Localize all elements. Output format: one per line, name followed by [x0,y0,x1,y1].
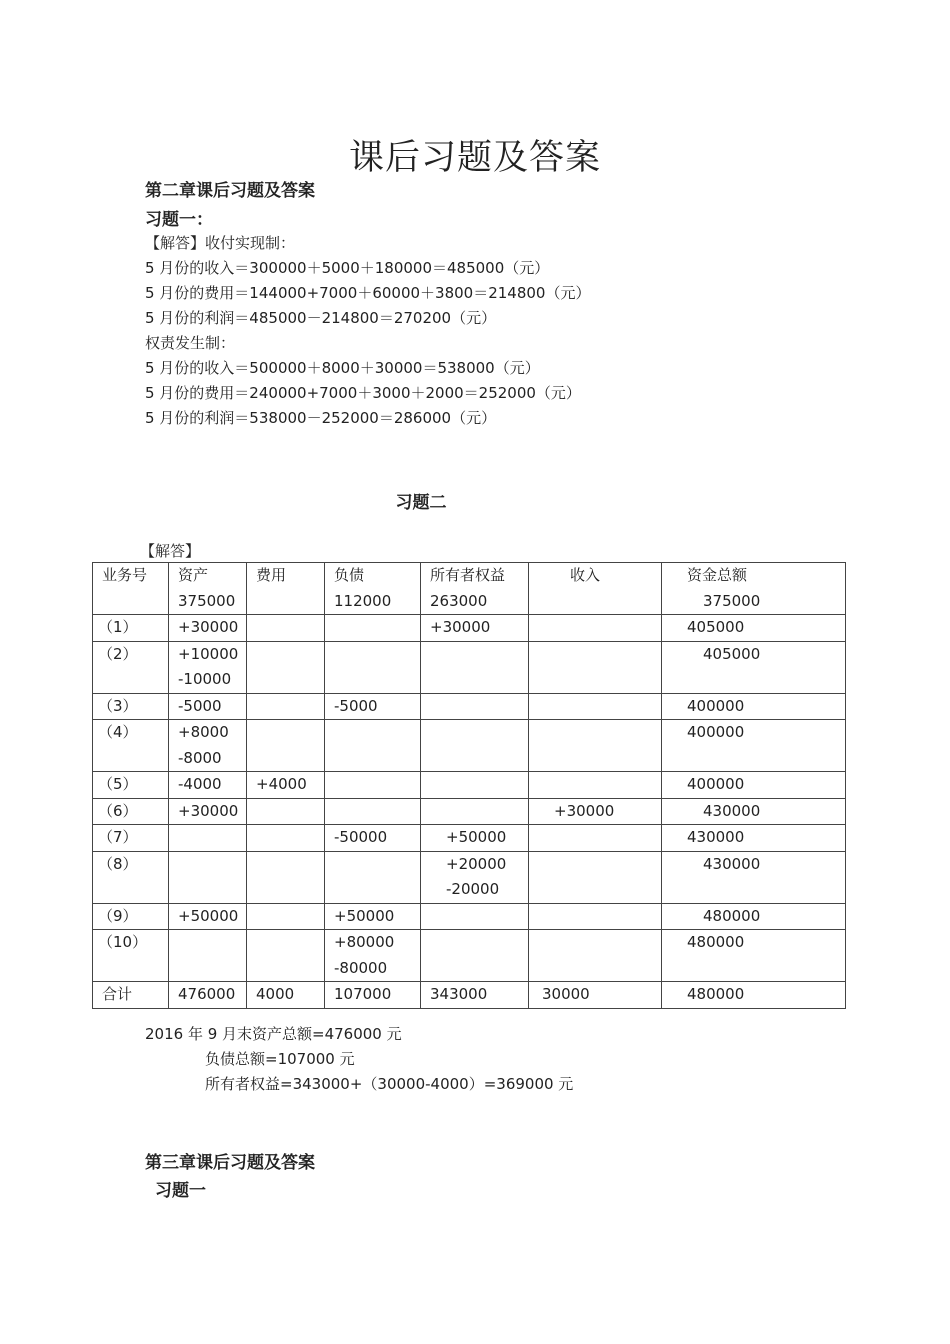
row-9-assets-cell [169,903,247,930]
column-header: 负债 [334,566,365,584]
row-2-assets-cell [169,641,247,693]
row-7-liabilities-cell [325,825,421,852]
column-header: 资产 [178,566,209,584]
row-3-assets-cell [169,693,247,720]
exercise1-heading: 习题一： [145,210,213,230]
chapter3-exercise1-heading: 习题一 [155,1181,206,1201]
row-8-revenue-cell [529,851,662,903]
header-revenue-cell [529,563,662,615]
summary-owner-equity: 所有者权益=343000+（30000-4000）=369000 元 [205,1075,574,1093]
opening-balance [256,589,324,615]
header-total-funds-cell [662,563,846,615]
opening-balance: 263000 [430,591,488,610]
row-11-expenses-cell [247,982,325,1009]
row-11-liabilities-cell [325,982,421,1009]
row-1-revenue-cell [529,615,662,642]
row-4-liabilities-cell [325,720,421,772]
row-4-assets-cell [169,720,247,772]
table-row [93,851,846,903]
page-title: 课后习题及答案 [348,138,601,178]
row-6-business-no-cell [93,798,169,825]
row-8-assets-cell [169,851,247,903]
cell-line: +80000 [334,933,395,951]
cell-text: 405000 [687,618,745,636]
row-8-total-funds-cell [662,851,846,903]
cell-text: +30000 [178,801,239,820]
cell-text: +50000 [178,906,239,925]
cell-text: 400000 [687,696,745,715]
cell-text: 合计 [102,985,133,1003]
ex1-line-3: 5 月份的费用＝144000+7000＋60000＋3800＝214800（元） [145,284,591,302]
row-2-revenue-cell [529,641,662,693]
cell-line: -20000 [446,880,500,898]
row-1-owner-equity-cell [421,615,529,642]
cell-text: +4000 [256,775,307,793]
chapter3-heading: 第三章课后习题及答案 [145,1153,315,1173]
cell-text: 30000 [542,985,590,1003]
cell-text: 480000 [687,933,745,951]
header-liabilities-cell [325,563,421,615]
row-7-assets-cell [169,825,247,852]
row-4-owner-equity-cell [421,720,529,772]
cell-line: -80000 [334,958,388,977]
cell-text: +50000 [446,828,507,846]
chapter2-heading: 第二章课后习题及答案 [145,181,315,201]
row-7-owner-equity-cell [421,825,529,852]
summary-total-liabilities: 负债总额=107000 元 [205,1050,355,1068]
row-1-total-funds-cell [662,615,846,642]
row-5-revenue-cell [529,772,662,799]
row-10-liabilities-cell [325,930,421,982]
cell-text: 343000 [430,985,488,1003]
row-10-total-funds-cell [662,930,846,982]
table-row [93,615,846,642]
table-row [93,693,846,720]
row-4-total-funds-cell [662,720,846,772]
row-8-owner-equity-cell [421,851,529,903]
header-expenses-cell [247,563,325,615]
row-6-revenue-cell [529,798,662,825]
row-9-liabilities-cell [325,903,421,930]
row-4-business-no-cell [93,720,169,772]
row-2-expenses-cell [247,641,325,693]
cell-text: 107000 [334,985,392,1003]
row-11-owner-equity-cell [421,982,529,1009]
cell-text: +30000 [554,801,615,820]
cell-line: +8000 [178,723,229,741]
row-8-business-no-cell [93,851,169,903]
cell-line: +20000 [446,854,507,873]
cell-text: -5000 [178,696,222,715]
row-11-business-no-cell [93,982,169,1009]
opening-balance [102,589,168,615]
row-1-business-no-cell [93,615,169,642]
row-6-total-funds-cell [662,798,846,825]
row-11-revenue-cell [529,982,662,1009]
row-1-expenses-cell [247,615,325,642]
table-row [93,641,846,693]
row-11-assets-cell [169,982,247,1009]
row-5-total-funds-cell [662,772,846,799]
exercise2-heading: 习题二 [395,493,447,513]
row-2-business-no-cell [93,641,169,693]
row-9-business-no-cell [93,903,169,930]
ex1-line-2: 5 月份的收入＝300000＋5000＋180000＝485000（元） [145,259,550,277]
cell-text: 480000 [687,985,745,1003]
cell-text: （7） [98,828,138,846]
row-8-expenses-cell [247,851,325,903]
table-row [93,903,846,930]
cell-text: +50000 [334,906,395,925]
column-header: 收入 [570,566,601,584]
row-6-owner-equity-cell [421,798,529,825]
row-7-business-no-cell [93,825,169,852]
cell-text: 476000 [178,985,236,1003]
table-row [93,930,846,982]
cell-text: 4000 [256,985,295,1003]
cell-text: 430000 [687,828,745,846]
row-10-business-no-cell [93,930,169,982]
header-owner-equity-cell [421,563,529,615]
cell-text: -50000 [334,828,388,846]
ex1-line-4: 5 月份的利润＝485000－214800＝270200（元） [145,309,497,327]
row-4-revenue-cell [529,720,662,772]
cell-text: （9） [98,906,138,925]
cell-text: 430000 [703,854,761,873]
cell-text: -4000 [178,775,222,793]
header-assets-cell [169,563,247,615]
row-5-liabilities-cell [325,772,421,799]
row-8-liabilities-cell [325,851,421,903]
table-row [93,772,846,799]
row-3-revenue-cell [529,693,662,720]
row-10-expenses-cell [247,930,325,982]
ex1-line-1: 【解答】收付实现制： [145,234,296,252]
cell-text: -5000 [334,696,378,715]
cell-text: 430000 [703,801,761,820]
cell-text: 405000 [703,644,761,663]
row-9-expenses-cell [247,903,325,930]
row-2-total-funds-cell [662,641,846,693]
accounting-table [92,562,846,1009]
row-7-revenue-cell [529,825,662,852]
cell-text: （10） [98,933,148,951]
cell-text: 400000 [687,723,745,741]
cell-text: +30000 [178,618,239,636]
row-9-owner-equity-cell [421,903,529,930]
row-10-assets-cell [169,930,247,982]
table-header-row [93,563,846,615]
row-3-total-funds-cell [662,693,846,720]
cell-text: （5） [98,775,138,793]
ex1-line-8: 5 月份的利润＝538000－252000＝286000（元） [145,409,497,427]
column-header: 所有者权益 [430,566,506,584]
row-5-assets-cell [169,772,247,799]
table-row [93,825,846,852]
opening-balance: 375000 [178,591,236,610]
row-10-owner-equity-cell [421,930,529,982]
row-1-assets-cell [169,615,247,642]
ex1-line-7: 5 月份的费用＝240000+7000＋3000＋2000＝252000（元） [145,384,581,402]
row-4-expenses-cell [247,720,325,772]
ex1-line-6: 5 月份的收入＝500000＋8000＋30000＝538000（元） [145,359,540,377]
row-6-expenses-cell [247,798,325,825]
column-header: 资金总额 [687,566,748,584]
row-9-revenue-cell [529,903,662,930]
row-5-business-no-cell [93,772,169,799]
column-header: 业务号 [102,566,148,584]
row-10-revenue-cell [529,930,662,982]
cell-text: 480000 [703,906,761,925]
table-row [93,720,846,772]
opening-balance [570,589,661,615]
row-1-liabilities-cell [325,615,421,642]
row-9-total-funds-cell [662,903,846,930]
opening-balance: 375000 [703,591,761,610]
cell-text: （6） [98,801,138,820]
row-7-total-funds-cell [662,825,846,852]
table-row [93,798,846,825]
header-business-no-cell [93,563,169,615]
opening-balance: 112000 [334,591,392,610]
table-row [93,982,846,1009]
row-3-expenses-cell [247,693,325,720]
cell-line: +10000 [178,644,239,663]
summary-total-assets: 2016 年 9 月末资产总额=476000 元 [145,1025,402,1043]
cell-text: （2） [98,644,138,663]
row-3-business-no-cell [93,693,169,720]
cell-line: -8000 [178,748,222,767]
cell-text: （1） [98,618,138,636]
row-5-owner-equity-cell [421,772,529,799]
cell-text: （4） [98,723,138,741]
cell-text: +30000 [430,618,491,636]
row-6-liabilities-cell [325,798,421,825]
row-3-owner-equity-cell [421,693,529,720]
column-header: 费用 [256,566,287,584]
cell-text: （3） [98,696,138,715]
row-5-expenses-cell [247,772,325,799]
row-2-liabilities-cell [325,641,421,693]
row-2-owner-equity-cell [421,641,529,693]
row-7-expenses-cell [247,825,325,852]
row-11-total-funds-cell [662,982,846,1009]
cell-text: （8） [98,854,138,873]
ex2-answer-label: 【解答】 [140,542,201,560]
cell-line: -10000 [178,670,232,688]
cell-text: 400000 [687,775,745,793]
row-3-liabilities-cell [325,693,421,720]
row-6-assets-cell [169,798,247,825]
ex1-line-5: 权责发生制： [145,334,236,352]
